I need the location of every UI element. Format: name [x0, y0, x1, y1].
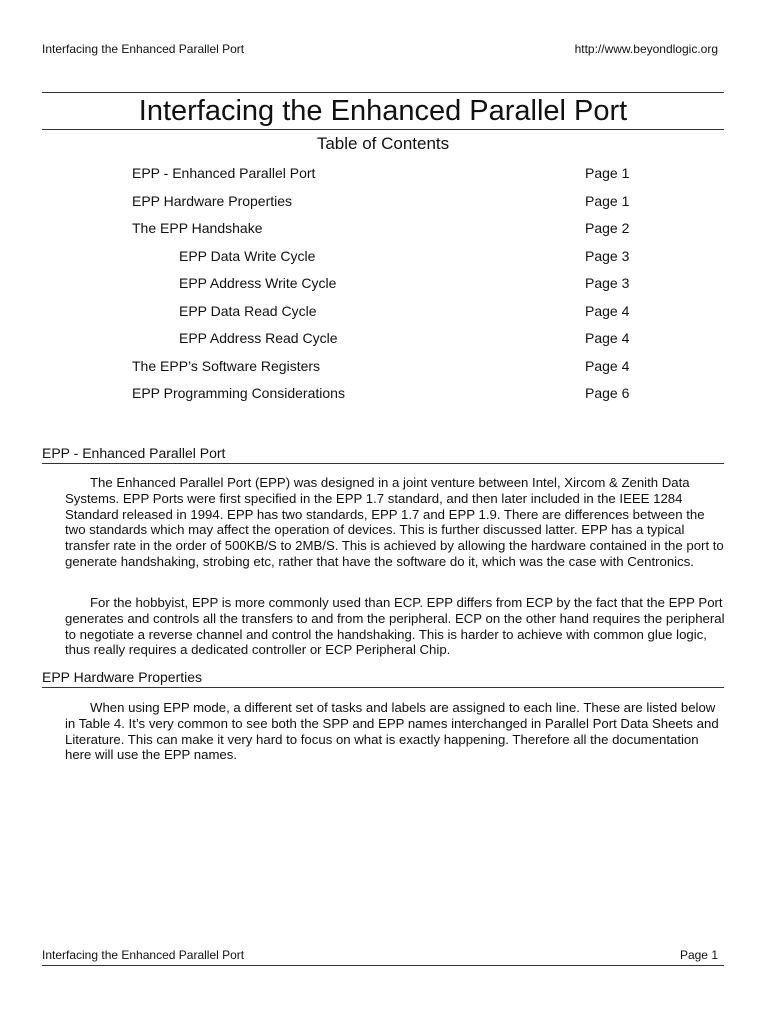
header-title: Interfacing the Enhanced Parallel Port	[42, 42, 245, 56]
toc-item-label: EPP Address Write Cycle	[179, 275, 337, 291]
toc-item-label: EPP Programming Considerations	[132, 385, 345, 401]
toc-item-page: Page 1	[585, 165, 630, 181]
toc-item-label: EPP Hardware Properties	[132, 192, 293, 209]
section-heading-epp: EPP - Enhanced Parallel Port	[42, 445, 724, 464]
toc-item-page: Page 4	[585, 302, 630, 319]
toc-item[interactable]	[132, 358, 652, 386]
toc-item-label: EPP Data Write Cycle	[179, 247, 316, 264]
toc-item-page: Page 2	[585, 220, 630, 236]
toc-item-label: EPP Address Read Cycle	[179, 330, 338, 346]
paragraph: For the hobbyist, EPP is more commonly used than ECP. EPP differs from ECP by the fact that the EPP Port generates and controls all the transfers to and from the peripheral. ECP on the other hand requires the peripheral to negotiate a reverse channel and control the handshaking. This is harder to achieve with common glue logic, thus really requires a dedicated controller or ECP Peripheral Chip.	[65, 595, 725, 658]
toc-item-label: The EPP’s Software Registers	[132, 357, 321, 374]
document-title: Interfacing the Enhanced Parallel Port	[138, 95, 628, 127]
toc-item-page: Page 3	[585, 275, 630, 291]
footer-title: Interfacing the Enhanced Parallel Port	[42, 948, 245, 962]
toc-item-label: EPP - Enhanced Parallel Port	[132, 165, 316, 181]
toc-item-page: Page 4	[585, 330, 630, 346]
toc-item-page: Page 6	[585, 385, 630, 401]
toc-item-page: Page 3	[585, 247, 630, 264]
toc-item[interactable]	[132, 165, 652, 193]
page-footer	[42, 948, 718, 962]
toc-heading: Table of Contents	[316, 134, 450, 153]
toc-item[interactable]	[132, 220, 652, 248]
toc-item-label: EPP Data Read Cycle	[179, 302, 317, 319]
toc-item[interactable]	[132, 193, 652, 221]
section-heading-hardware: EPP Hardware Properties	[42, 669, 724, 688]
header-url: http://www.beyondlogic.org	[574, 42, 718, 56]
title-bottom-rule	[42, 129, 724, 130]
toc-subitem[interactable]	[132, 330, 652, 358]
toc-item-page: Page 4	[585, 357, 630, 374]
table-of-contents	[132, 165, 652, 413]
toc-subitem[interactable]	[132, 248, 652, 276]
paragraph: The Enhanced Parallel Port (EPP) was designed in a joint venture between Intel, Xircom & Zenith Data Systems. EPP Ports were first specified in the EPP 1.7 standard, and then later included in the IEEE 1284 Standard released in 1994. EPP has two standards, EPP 1.7 and EPP 1.9. There are differences between the two standards which may affect the operation of devices. This is further discussed latter. EPP has a typical transfer rate in the order of 500KB/S to 2MB/S. This is achieved by allowing the hardware contained in the port to generate handshaking, strobing etc, rather that have the software do it, which was the case with Centronics.	[65, 475, 724, 569]
footer-page-number: Page 1	[679, 948, 718, 962]
toc-subitem[interactable]	[132, 275, 652, 303]
toc-item-label: The EPP Handshake	[132, 220, 263, 236]
page-header	[42, 42, 718, 56]
paragraph: When using EPP mode, a different set of tasks and labels are assigned to each line. These are listed below in Table 4. It’s very common to see both the SPP and EPP names interchanged in Parallel Port Data Sheets and Literature. This can make it very hard to focus on what is exactly happening. Therefore all the documentation here will use the EPP names.	[65, 700, 719, 763]
toc-subitem[interactable]	[132, 303, 652, 331]
footer-rule	[42, 965, 724, 966]
toc-item-page: Page 1	[585, 192, 630, 209]
toc-item[interactable]	[132, 385, 652, 413]
